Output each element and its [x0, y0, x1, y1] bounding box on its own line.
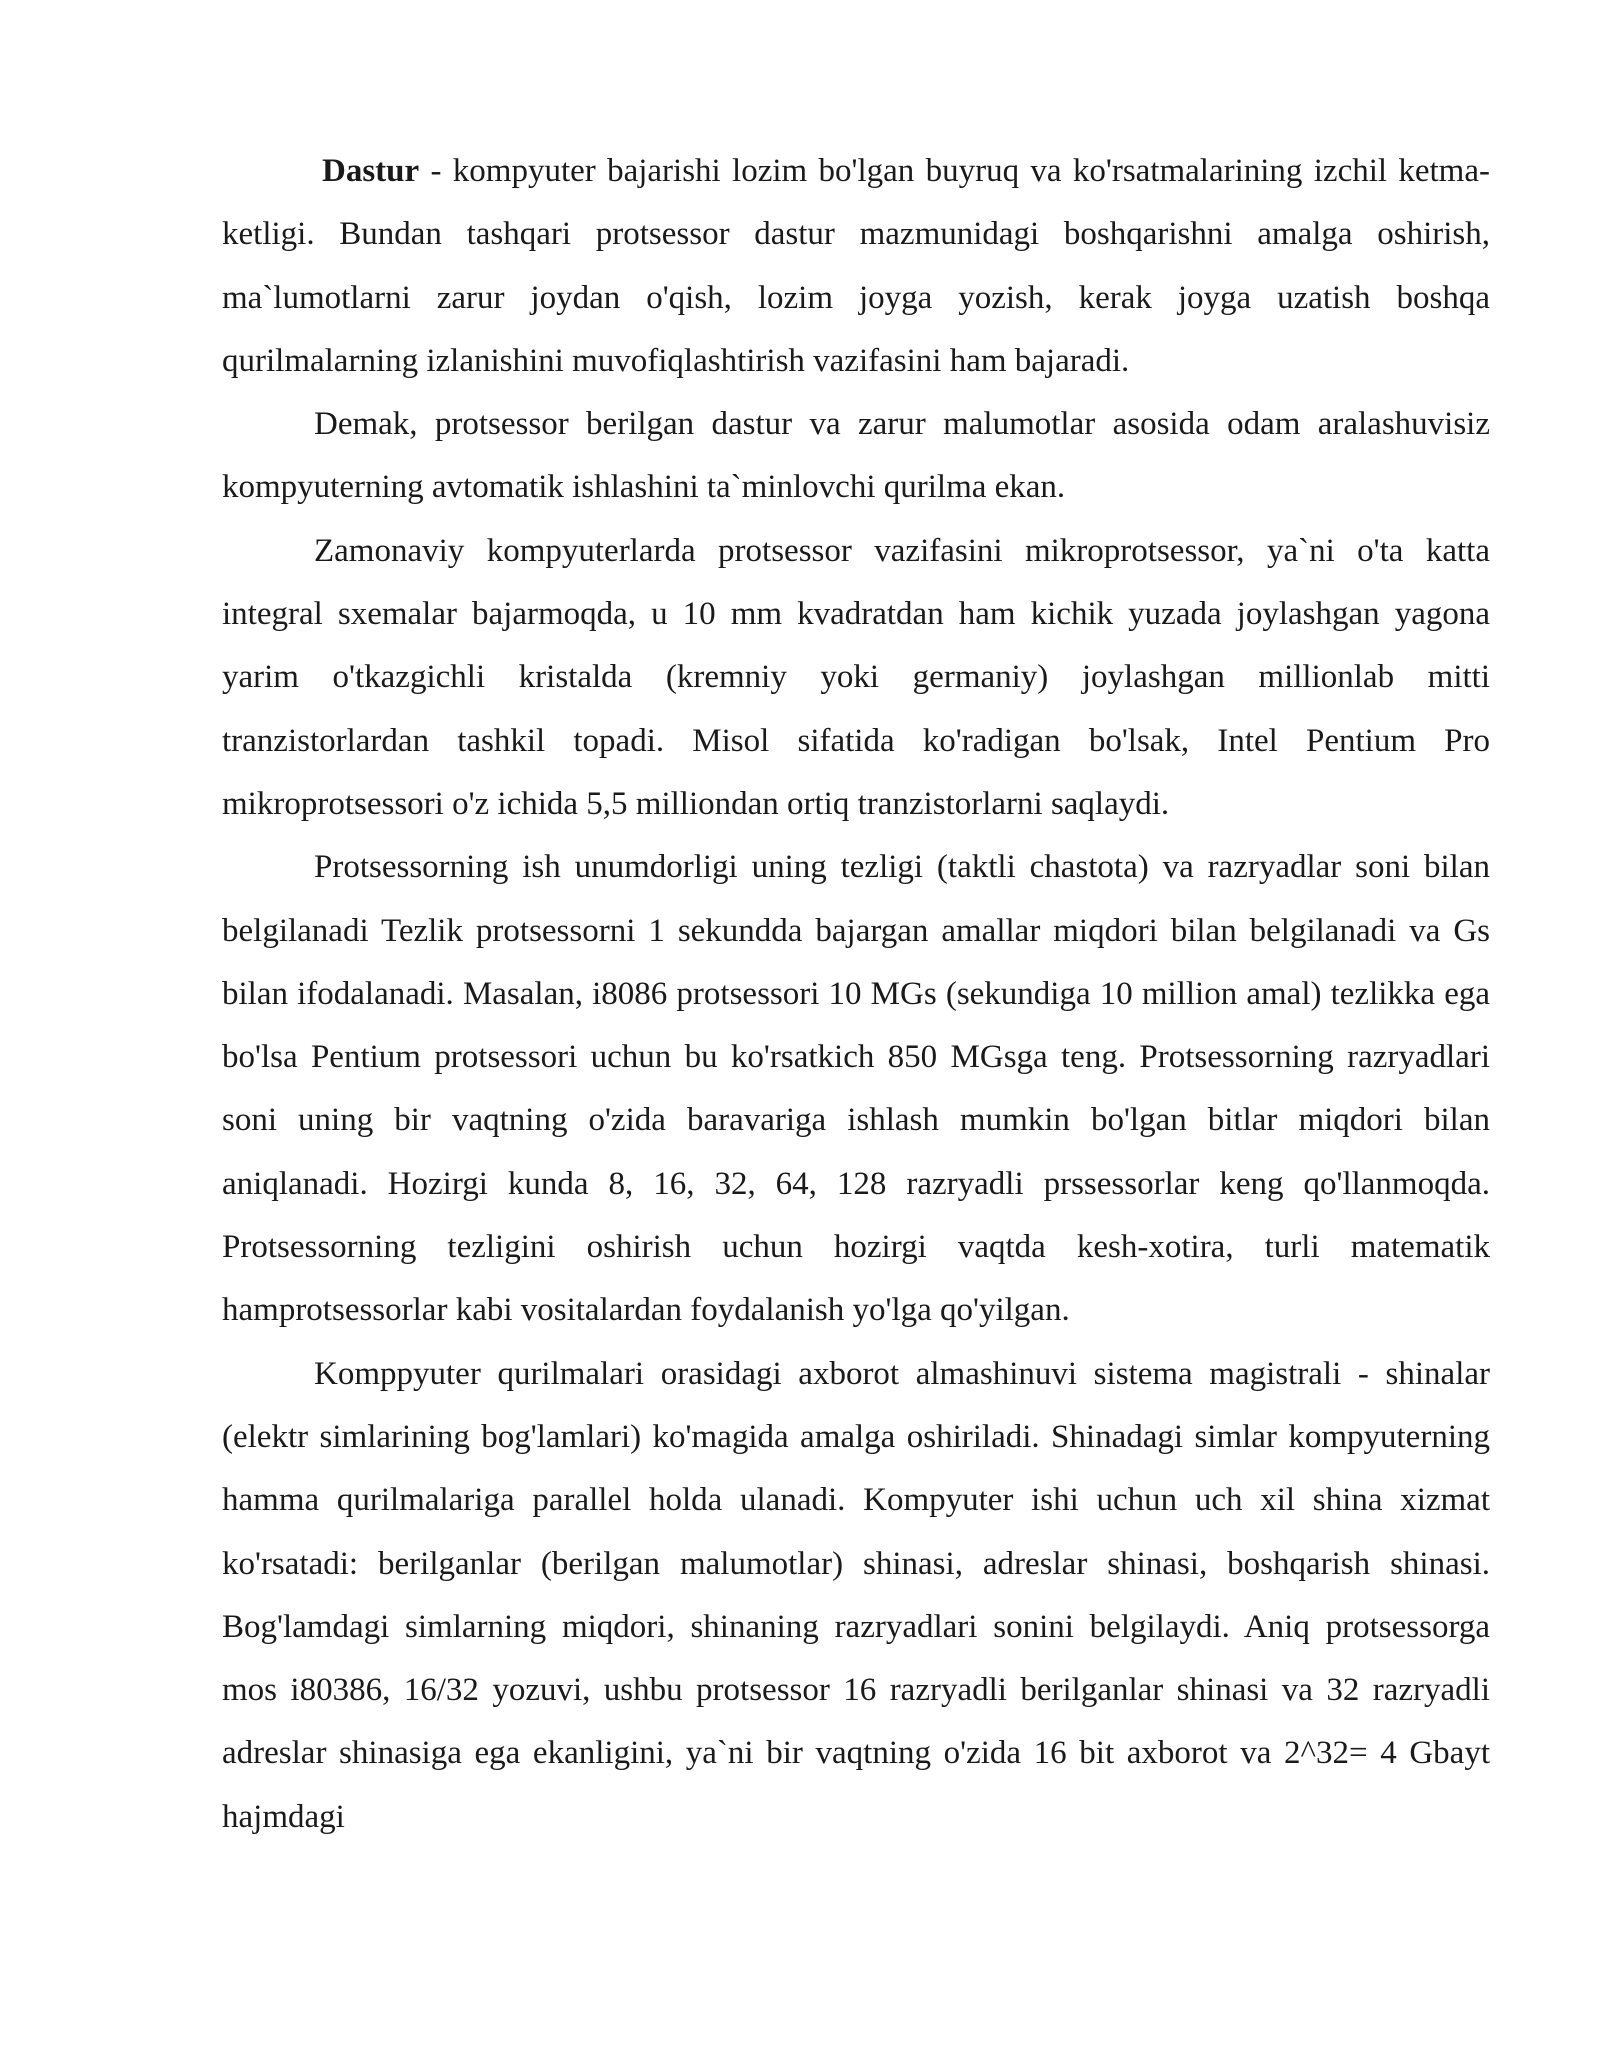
paragraph-protsessor-unumdorligi: Protsessorning ish unumdorligi uning tezligi (taktli chastota) va razryadlar soni bilan belgilanadi Tezlik protsessorni 1 sekundda bajargan amallar miqdori bilan belgilanadi va Gs bilan ifodalanadi. Masalan, i8086 protsessori 10 MGs (sekundiga 10 million amal) tezlikka ega bo'lsa Pentium protsessori uchun bu ko'rsatkich 850 MGsga teng. Protsessorning razryadlari soni uning bir vaqtning o'zida baravariga ishlash mumkin bo'lgan bitlar miqdori bilan aniqlanadi. Hozirgi kunda 8, 16, 32, 64, 128 razryadli prssessorlar keng qo'llanmoqda. Protsessorning tezligini oshirish uchun hozirgi vaqtda kesh-xotira, turli matematik hamprotsessorlar kabi vositalardan foydalanish yo'lga qo'yilgan. — [222, 849, 1490, 1329]
paragraph-demak: Demak, protsessor berilgan dastur va zarur malumotlar asosida odam aralashuvisiz kompyuterning avtomatik ishlashini ta`minlovchi qurilma ekan. — [222, 406, 1490, 506]
paragraph-shinalar: Komppyuter qurilmalari orasidagi axborot almashinuvi sistema magistrali - shinalar (elektr simlarining bog'lamlari) ko'magida amalga oshiriladi. Shinadagi simlar kompyuterning hamma qurilmalariga parallel holda ulanadi. Kompyuter ishi uchun uch xil shina xizmat ko'rsatadi: berilganlar (berilgan malumotlar) shinasi, adreslar shinasi, boshqarish shinasi. Bog'lamdagi simlarning miqdori, shinaning razryadlari sonini belgilaydi. Aniq protsessorga mos i80386, 16/32 yozuvi, ushbu protsessor 16 razryadli berilganlar shinasi va 32 razryadli adreslar shinasiga ega ekanligini, ya`ni bir vaqtning o'zida 16 bit axborot va 2^32= 4 Gbayt hajmdagi — [222, 1355, 1490, 1835]
paragraph-text: - kompyuter bajarishi lozim bo'lgan buyruq va ko'rsatmalarining izchil ketma-ketligi. Bundan tashqari protsessor dastur mazmunidagi boshqarishni amalga oshirish, ma`lumotlarni zarur joydan o'qish, lozim joyga yozish, kerak joyga uzatish boshqa qurilmalarning izlanishini muvofiqlashtirish vazifasini ham bajaradi. — [222, 153, 1490, 379]
term-dastur: Dastur — [322, 153, 420, 189]
paragraph-dastur-definition — [222, 140, 1490, 393]
paragraph-zamonaviy: Zamonaviy kompyuterlarda protsessor vazifasini mikroprotsessor, ya`ni o'ta katta integral sxemalar bajarmoqda, u 10 mm kvadratdan ham kichik yuzada joylashgan yagona yarim o'tkazgichli kristalda (kremniy yoki germaniy) joylashgan millionlab mitti tranzistorlardan tashkil topadi. Misol sifatida ko'radigan bo'lsak, Intel Pentium Pro mikroprotsessori o'z ichida 5,5 milliondan ortiq tranzistorlarni saqlaydi. — [222, 532, 1490, 822]
document-body — [222, 140, 1490, 1849]
